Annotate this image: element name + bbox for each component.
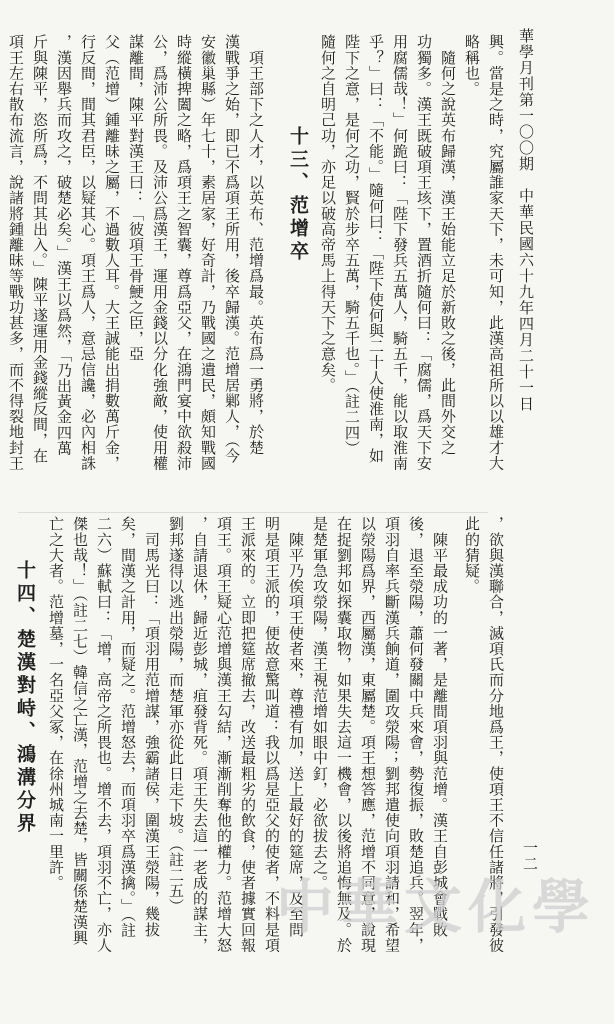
text-column: 隨何之自明己功，亦足以破高帝馬上得天下之意矣。 [319, 34, 337, 393]
text-column: 功獨多。漢王既破項王垓下，置酒折隨何曰：「腐儒，爲天下安 [415, 34, 433, 471]
text-column: 興。當是之時，究屬誰家天下，未可知，此漢高祖所以以雄才大 [487, 34, 505, 471]
text-column: 項王左右散布流言，說諸將鍾離昧等戰功甚多，而不得裂地封王 [7, 34, 25, 471]
text-column: 在捉劉邦如探囊取物，如果失去這一機會，以後將追悔無及。於 [335, 516, 353, 953]
text-column: 二六）蘇軾曰：「增，高帝之所畏也。增不去，項羽不亡，亦人 [95, 516, 113, 953]
text-column: 明是項王派的，便故意驚叫道：我以爲是亞父的使者，不料是項 [263, 516, 281, 953]
text-column: 安徽巢縣）年七十，素居家，好奇計，乃戰國之遺民，頗知戰國 [199, 34, 217, 471]
text-column: 項羽自率兵斷漢兵餉道，圍攻滎陽；劉邦遣使向項羽請和，希望 [383, 516, 401, 953]
text-column: 是楚軍急攻滎陽，漢王視范增如眼中釘，必欲拔去之。 [311, 516, 329, 891]
text-column: 亡之大者。范增墓，一名亞父冢，在徐州城南一里許。 [47, 516, 65, 891]
text-column: 劉邦遂得以逃出滎陽，而楚軍亦從此日走下坡。（註二五） [167, 516, 185, 915]
text-column: 陛下之意，是何之功，賢於步卒五萬，騎五千也。」（註二四） [343, 34, 361, 456]
text-column: 隨何之說英布歸漢，漢王始能立足於新敗之後，此間外交之 [439, 34, 457, 456]
text-column: 以滎陽爲界，西屬漢，東屬楚。項王想答應，范增不同意，說現 [359, 516, 377, 953]
text-column: 項王部下之人才，以英布、范增爲最。英布爲一勇將，於楚 [247, 34, 265, 456]
text-column: 後，退至滎陽，蕭何發關中兵來會，勢復振，敗楚追兵。翌年， [407, 516, 425, 953]
text-column: 乎？」曰：「不能。」隨何曰：「陛下使何與二十人使淮南，如 [367, 34, 385, 464]
text-column: 矣，間漢之計用，而疑之。范增怒去，而項羽卒爲漢擒。」（註 [119, 516, 137, 938]
page-number: 一二 [521, 840, 539, 872]
text-column: 謀離間，陳平對漢王曰：「彼項王骨鯁之臣，亞 [127, 34, 145, 362]
text-column: 項王。項王疑心范增與漢王勾結，漸漸削奪他的權力。范增大怒 [215, 516, 233, 953]
text-column: 陳平最成功的一著，是離間項羽與范增。漢王自彭城會戰敗 [431, 516, 449, 938]
running-header: 華學月刊第一〇〇期 中華民國六十九年四月二十一日 [517, 28, 535, 412]
divider [18, 512, 488, 513]
text-column: 用腐儒哉！」何跪曰：「陛下發兵五萬人，騎五千，能以取淮南 [391, 34, 409, 471]
section-heading-13: 十三、范增卒 [287, 126, 309, 264]
text-column: 父（范增）鍾離昧之屬，不過數人耳。大王誠能出捐數萬斤金， [103, 34, 121, 471]
text-column: 行反間，間其君臣，以疑其心。項王爲人，意忌信讒，必內相誅 [79, 34, 97, 471]
text-column: 王派來的。立即把筵席撤去，改送最粗劣的飲食，使者據實回報 [239, 516, 257, 953]
text-column: ，欲與漢聯合，滅項氏而分地爲王，使項王不信任諸將，引發彼 [487, 516, 505, 953]
text-column: 漢戰爭之始，即已不爲項王所用，後卒歸漢。范增居鄛人，（今 [223, 34, 241, 464]
text-column: 傑也哉！」（註二七）韓信之亡漢，范增之去楚，皆關係楚漢興 [71, 516, 89, 946]
text-column: 公，爲沛公所畏。及沛公爲漢王，運用金錢以分化強敵，使用權 [151, 34, 169, 471]
text-column: 時縱橫捭闔之略，爲項王之智囊，尊爲亞父，在鴻門宴中欲殺沛 [175, 34, 193, 471]
text-column: 略稱也。 [463, 34, 481, 97]
text-column: 陳平乃俟項王使者來，尊禮有加，送上最好的筵席，及至問 [287, 516, 305, 938]
text-column: 司馬光曰：「項羽用范增謀，強霸諸侯，圍漢王滎陽，幾拔 [143, 516, 161, 938]
text-column: ，自請退休，歸近彭城，疽發背死。項王失去這一老成的謀主， [191, 516, 209, 953]
section-heading-14: 十四、楚漢對峙、鴻溝分界 [14, 560, 36, 836]
text-column: 此的猜疑。 [463, 516, 481, 594]
text-column: ，漢因舉兵而攻之，破楚必矣。」漢王以爲然，「乃出黃金四萬 [55, 34, 73, 456]
text-column: 斤與陳平，恣所爲，不問其出入。」陳平遂運用金錢縱反間，在 [31, 34, 49, 464]
watermark: 中華文化學 [276, 873, 597, 941]
